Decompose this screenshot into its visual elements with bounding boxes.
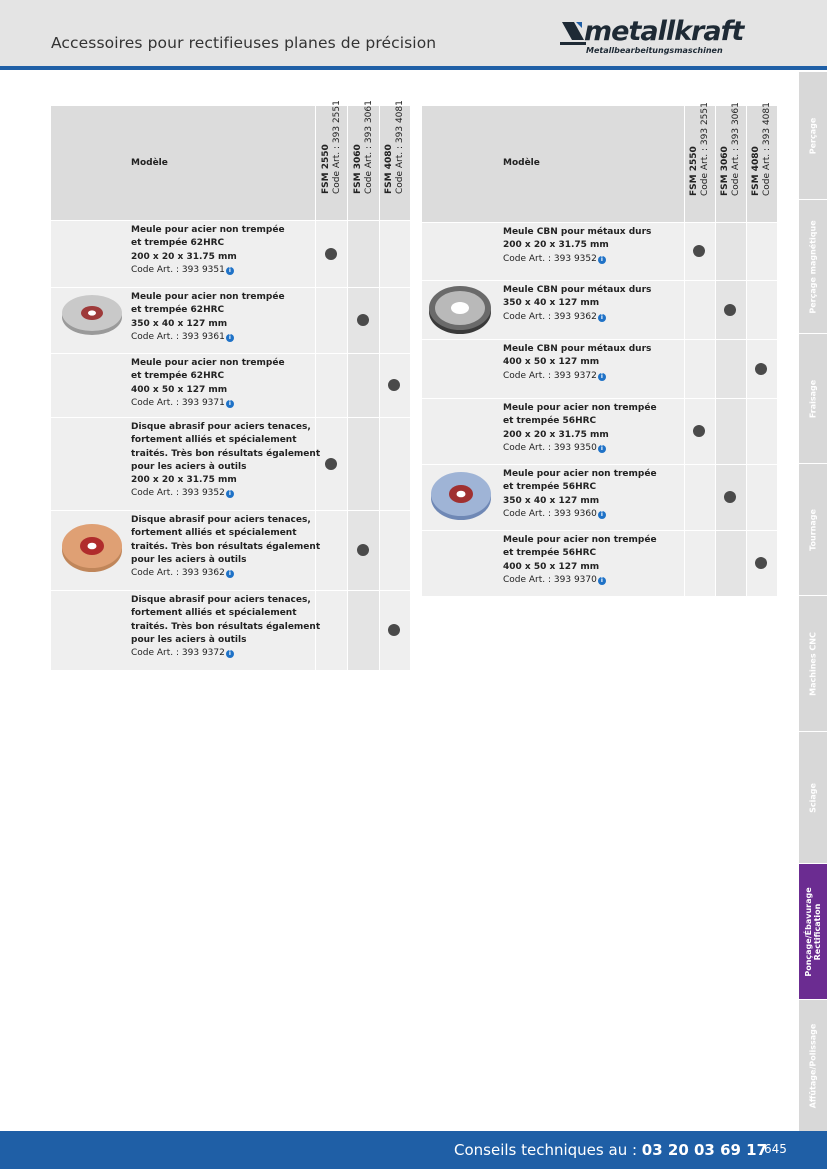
row-description — [131, 224, 285, 277]
left-model-label: Modèle — [131, 158, 168, 168]
row-title: Meule pour acier non trempée et trempée 62HRC 400 x 50 x 127 mm — [131, 358, 285, 395]
row-description — [503, 343, 651, 383]
sidebar-tab-label: Fraisage — [808, 379, 818, 418]
row-code — [503, 370, 651, 383]
brand-subtitle: Metallbearbeitungsmaschinen — [586, 46, 723, 55]
row-code — [503, 442, 657, 455]
row-code — [503, 311, 651, 324]
row-title: Disque abrasif pour aciers tenaces, fortement alliés et spécialement traités. Très bon résultats également pour les aciers à outils — [131, 515, 321, 565]
info-icon[interactable]: i — [598, 256, 606, 264]
sidebar-tab[interactable] — [799, 464, 827, 596]
row-code — [131, 487, 320, 500]
brand-logo — [560, 16, 790, 60]
sidebar-tab[interactable] — [799, 732, 827, 864]
row-code — [503, 253, 651, 266]
availability-dot — [693, 245, 705, 257]
row-description — [503, 534, 657, 587]
left-col-header-2 — [347, 100, 379, 220]
availability-dot — [724, 491, 736, 503]
row-description — [131, 357, 285, 410]
info-icon[interactable]: i — [226, 267, 234, 275]
row-code-text: Code Art. : 393 9371 — [131, 397, 225, 408]
availability-dot — [755, 557, 767, 569]
availability-dot — [325, 248, 337, 260]
info-icon[interactable]: i — [598, 314, 606, 322]
row-code — [131, 331, 285, 344]
row-title: Disque abrasif pour aciers tenaces, fortement alliés et spécialement traités. Très bon résultats également pour les aciers à outils 200 x 20 x 31.75 mm — [131, 422, 321, 486]
brand-name: metallkraft — [584, 16, 744, 47]
right-col-2-code: Code Art. : 393 3061 — [731, 102, 741, 196]
row-code-text: Code Art. : 393 9370 — [503, 574, 597, 585]
row-description — [503, 468, 657, 521]
row-title: Meule pour acier non trempée et trempée 62HRC 350 x 40 x 127 mm — [131, 292, 285, 329]
right-model-label: Modèle — [503, 158, 540, 168]
row-code — [131, 567, 320, 580]
row-code-text: Code Art. : 393 9362 — [503, 311, 597, 322]
right-col-2-model: FSM 3060 — [720, 146, 730, 196]
row-description — [131, 421, 320, 501]
row-title: Meule pour acier non trempée et trempée 56HRC 200 x 20 x 31.75 mm — [503, 403, 657, 440]
row-description — [131, 291, 285, 344]
row-title: Meule pour acier non trempée et trempée 56HRC 400 x 50 x 127 mm — [503, 535, 657, 572]
footer-contact — [454, 1141, 767, 1159]
availability-dot — [388, 624, 400, 636]
availability-dot — [357, 314, 369, 326]
info-icon[interactable]: i — [226, 490, 234, 498]
row-title: Meule pour acier non trempée et trempée 56HRC 350 x 40 x 127 mm — [503, 469, 657, 506]
left-col-header-1 — [315, 100, 347, 220]
availability-dot — [357, 544, 369, 556]
availability-dot — [388, 379, 400, 391]
row-code-text: Code Art. : 393 9361 — [131, 331, 225, 342]
row-code — [503, 574, 657, 587]
info-icon[interactable]: i — [598, 511, 606, 519]
section-sidebar — [799, 72, 827, 1132]
footer-prefix: Conseils techniques au : — [454, 1141, 642, 1159]
row-code-text: Code Art. : 393 9352 — [503, 253, 597, 264]
left-col-2-model: FSM 3060 — [352, 144, 363, 194]
row-code — [131, 397, 285, 410]
cbn-wheel-image — [428, 282, 492, 336]
row-description — [503, 402, 657, 455]
left-product-table — [51, 100, 410, 670]
row-title: Meule pour acier non trempée et trempée 62HRC 200 x 20 x 31.75 mm — [131, 225, 285, 262]
row-title: Meule CBN pour métaux durs 200 x 20 x 31.75 mm — [503, 227, 652, 251]
row-description — [131, 594, 320, 660]
left-col-1-model: FSM 2550 — [320, 144, 331, 194]
row-title: Meule CBN pour métaux durs 400 x 50 x 127 mm — [503, 344, 652, 368]
right-col-1-model: FSM 2550 — [689, 146, 699, 196]
row-description — [503, 226, 651, 266]
info-icon[interactable]: i — [598, 445, 606, 453]
left-col-1-code: Code Art. : 393 2551 — [331, 100, 342, 194]
row-code-text: Code Art. : 393 9351 — [131, 264, 225, 275]
left-col-header-3 — [379, 100, 410, 220]
row-code-text: Code Art. : 393 9360 — [503, 508, 597, 519]
row-code-text: Code Art. : 393 9350 — [503, 442, 597, 453]
row-code — [131, 647, 320, 660]
row-description — [503, 284, 651, 324]
row-title: Disque abrasif pour aciers tenaces, fortement alliés et spécialement traités. Très bon résultats également pour les aciers à outils — [131, 595, 321, 645]
orange-abrasive-disc-image — [61, 520, 123, 574]
right-product-table — [422, 102, 777, 596]
header-rule — [0, 66, 827, 70]
sidebar-tab[interactable] — [799, 72, 827, 200]
info-icon[interactable]: i — [226, 334, 234, 342]
sidebar-tab[interactable] — [799, 1000, 827, 1132]
availability-dot — [724, 304, 736, 316]
info-icon[interactable]: i — [598, 577, 606, 585]
row-code-text: Code Art. : 393 9372 — [131, 648, 225, 659]
sidebar-tab-label: Machines CNC — [808, 631, 818, 696]
row-code-text: Code Art. : 393 9372 — [503, 370, 597, 381]
sidebar-tab[interactable] — [799, 864, 827, 1000]
sidebar-tab-label: Tournage — [808, 508, 818, 551]
right-col-1-code: Code Art. : 393 2551 — [700, 102, 710, 196]
sidebar-tab-label: Perçage magnétique — [808, 219, 818, 314]
availability-dot — [325, 458, 337, 470]
row-code-text: Code Art. : 393 9362 — [131, 568, 225, 579]
right-col-header-1 — [684, 102, 715, 222]
page-number: 645 — [764, 1142, 787, 1156]
left-col-2-code: Code Art. : 393 3061 — [363, 100, 374, 194]
right-col-header-2 — [715, 102, 746, 222]
left-col-3-model: FSM 4080 — [384, 144, 394, 194]
row-title: Meule CBN pour métaux durs 350 x 40 x 127 mm — [503, 285, 652, 309]
info-icon[interactable]: i — [598, 373, 606, 381]
blue-grinding-wheel-image — [430, 468, 492, 522]
availability-dot — [693, 425, 705, 437]
availability-dot — [755, 363, 767, 375]
right-col-header-3 — [746, 102, 777, 222]
row-code — [503, 508, 657, 521]
info-icon[interactable]: i — [226, 650, 234, 658]
info-icon[interactable]: i — [226, 570, 234, 578]
sidebar-tab-label: Affûtage/Polissage — [808, 1023, 818, 1108]
footer-phone: 03 20 03 69 17 — [641, 1141, 768, 1159]
right-col-3-code: Code Art. : 393 4081 — [762, 102, 772, 196]
sidebar-tab-label: Ponçage/Ébavurage Rectification — [804, 886, 822, 977]
grey-grinding-wheel-image — [61, 292, 123, 336]
sidebar-tab-label: Sciage — [808, 782, 818, 813]
sidebar-tab[interactable] — [799, 596, 827, 732]
row-code-text: Code Art. : 393 9352 — [131, 488, 225, 499]
sidebar-tab[interactable] — [799, 334, 827, 464]
page-title: Accessoires pour rectifieuses planes de précision — [51, 34, 437, 52]
left-col-3-code: Code Art. : 393 4081 — [395, 100, 405, 194]
sidebar-tab-label: Perçage — [808, 117, 818, 154]
page-footer — [0, 1131, 827, 1169]
right-col-3-model: FSM 4080 — [751, 146, 761, 196]
sidebar-tab[interactable] — [799, 200, 827, 334]
row-code — [131, 264, 285, 277]
row-description — [131, 514, 320, 580]
info-icon[interactable]: i — [226, 400, 234, 408]
